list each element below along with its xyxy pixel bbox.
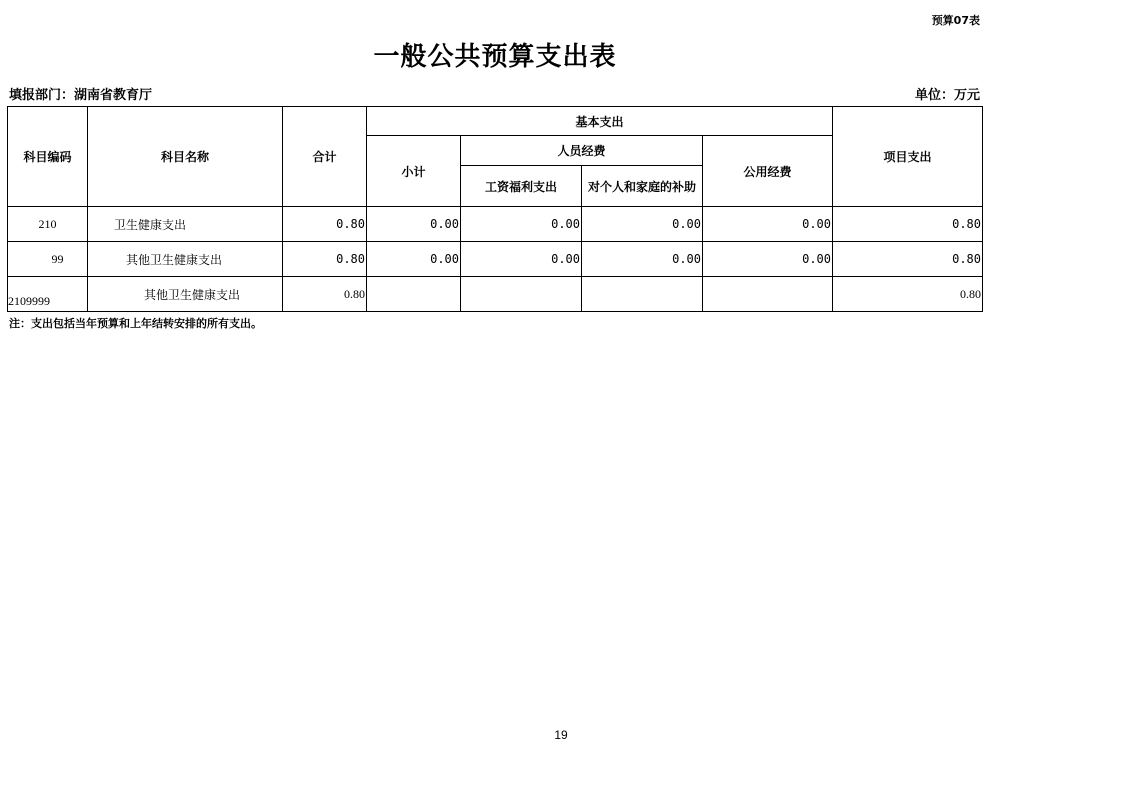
- form-code: 预算07表: [931, 14, 980, 27]
- cell-subtotal: 0.00: [367, 242, 461, 277]
- cell-subsidies: 0.00: [582, 242, 703, 277]
- page-title: 一般公共预算支出表: [373, 42, 617, 72]
- header-name: 科目名称: [88, 107, 283, 207]
- footnote: 注：支出包括当年预算和上年结转安排的所有支出。: [9, 317, 262, 330]
- table-row: [8, 242, 983, 277]
- cell-project: 0.80: [833, 207, 983, 242]
- header-total: 合计: [283, 107, 367, 207]
- cell-wages: [461, 277, 582, 312]
- cell-public: 0.00: [703, 242, 833, 277]
- table-row: [8, 277, 983, 312]
- cell-project: 0.80: [833, 277, 983, 312]
- cell-subsidies: [582, 277, 703, 312]
- header-basic: 基本支出: [367, 107, 833, 136]
- header-code: 科目编码: [8, 107, 88, 207]
- cell-total: 0.80: [283, 277, 367, 312]
- header-personnel: 人员经费: [461, 136, 703, 166]
- header-row-1: [8, 107, 983, 136]
- header-subsidies: 对个人和家庭的补助: [582, 166, 703, 207]
- cell-total: 0.80: [283, 207, 367, 242]
- cell-total: 0.80: [283, 242, 367, 277]
- cell-code: 210: [8, 207, 88, 242]
- cell-name: 卫生健康支出: [88, 207, 283, 242]
- reporting-department: 填报部门：湖南省教育厅: [9, 88, 153, 103]
- cell-name: 其他卫生健康支出: [88, 242, 283, 277]
- cell-wages: 0.00: [461, 207, 582, 242]
- cell-public: [703, 277, 833, 312]
- budget-table: [7, 106, 983, 312]
- header-public: 公用经费: [703, 136, 833, 207]
- cell-name: 其他卫生健康支出: [88, 277, 283, 312]
- cell-code: 2109999: [8, 277, 88, 312]
- header-project: 项目支出: [833, 107, 983, 207]
- cell-public: 0.00: [703, 207, 833, 242]
- header-wages: 工资福利支出: [461, 166, 582, 207]
- cell-subsidies: 0.00: [582, 207, 703, 242]
- page-number: 19: [554, 728, 568, 742]
- cell-project: 0.80: [833, 242, 983, 277]
- cell-code: 99: [8, 242, 88, 277]
- table-row: [8, 207, 983, 242]
- header-subtotal: 小计: [367, 136, 461, 207]
- cell-wages: 0.00: [461, 242, 582, 277]
- cell-subtotal: 0.00: [367, 207, 461, 242]
- unit-label: 单位：万元: [914, 88, 980, 103]
- cell-subtotal: [367, 277, 461, 312]
